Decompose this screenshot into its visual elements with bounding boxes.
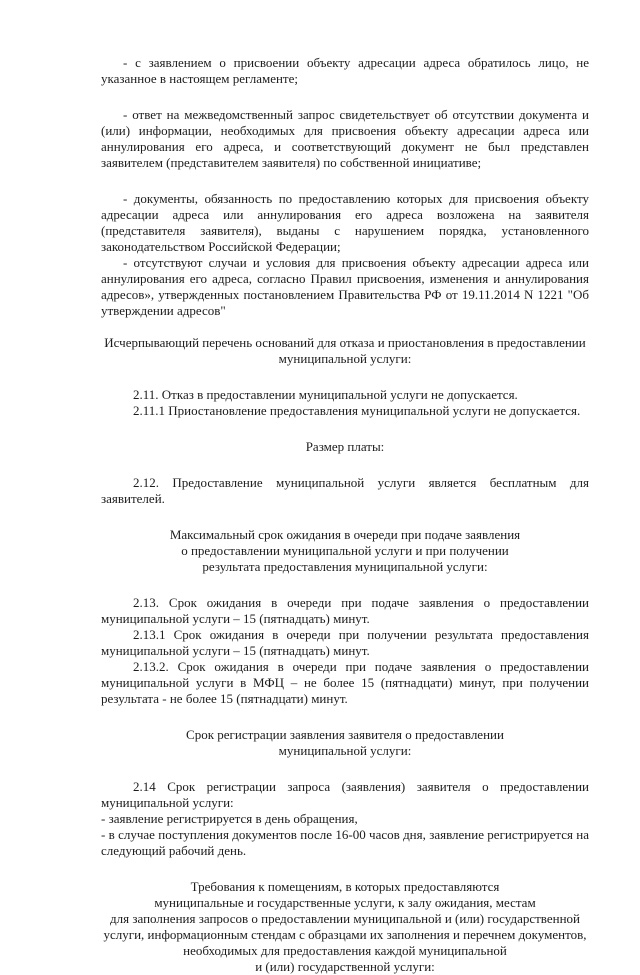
heading-line: для заполнения запросов о предоставлении муниципальной и (или) государственной [110,911,580,926]
clause-2-13-2: 2.13.2. Срок ожидания в очереди при подаче заявления о предоставлении муниципальной услуги в МФЦ – не более 15 (пятнадцати) минут, при получении результата - не более 15 (пятнадцати) минут. [101,659,589,706]
paragraph-interagency-response: - ответ на межведомственный запрос свидетельствует об отсутствии документа и (или) информации, необходимых для присвоения объекту адресации адреса или аннулирования его адреса, и соответствующий документ не был представлен заявителем (представителем заявителя) по собственной инициативе; [101,107,589,170]
clause-2-14-item-next-day: - в случае поступления документов после 16-00 часов дня, заявление регистрируется на следующий рабочий день. [101,827,589,858]
clause-2-14-item-same-day: - заявление регистрируется в день обращения, [101,811,358,826]
heading-fee: Размер платы: [305,439,385,454]
clause-2-14: 2.14 Срок регистрации запроса (заявления) заявителя о предоставлении муниципальной услуги: [101,779,589,810]
heading-line: о предоставлении муниципальной услуги и при получении [181,543,509,558]
heading-line: необходимых для предоставления каждой муниципальной [183,943,507,958]
heading-line: муниципальные и государственные услуги, к залу ожидания, местам [154,895,536,910]
paragraph-documents-violation: - документы, обязанность по предоставлению которых для присвоения объекту адресации адреса или аннулирования его адреса возложена на заявителя (представителя заявителя), выданы с нарушением порядка, установленного законодательством Российской Федерации; [101,191,589,254]
clause-2-11: 2.11. Отказ в предоставлении муниципальной услуги не допускается. [133,387,518,402]
heading-line: Максимальный срок ожидания в очереди при подаче заявления [169,527,521,542]
clause-2-13: 2.13. Срок ожидания в очереди при подаче заявления о предоставлении муниципальной услуги – 15 (пятнадцать) минут. [101,595,589,626]
heading-line: услуги, информационным стендам с образцами их заполнения и перечнем документов, [103,927,587,942]
heading-registration-time [101,727,589,759]
heading-refusal-grounds [101,335,589,367]
clause-2-13-1: 2.13.1 Срок ожидания в очереди при получении результата предоставления муниципальной услуги – 15 (пятнадцать) минут. [101,627,589,658]
heading-waiting-time [101,527,589,575]
heading-line: и (или) государственной услуги: [255,959,435,974]
heading-line: Требования к помещениям, в которых предоставляются [190,879,500,894]
paragraph-no-conditions: - отсутствуют случаи и условия для присвоения объекту адресации адреса или аннулирования его адреса, согласно Правил присвоения, изменения и аннулирования адресов», утвержденных постановлением Правительства РФ от 19.11.2014 N 1221 "Об утверждении адресов" [101,255,589,318]
clause-2-11-1: 2.11.1 Приостановление предоставления муниципальной услуги не допускается. [133,403,581,418]
heading-line: Исчерпывающий перечень оснований для отказа и приостановления в предоставлении [104,335,586,350]
document-page [101,55,589,975]
heading-line: результата предоставления муниципальной услуги: [202,559,488,574]
clause-2-12: 2.12. Предоставление муниципальной услуги является бесплатным для заявителей. [101,475,589,506]
heading-line: Срок регистрации заявления заявителя о предоставлении [186,727,504,742]
paragraph-wrong-applicant: - с заявлением о присвоении объекту адресации адреса обратилось лицо, не указанное в настоящем регламенте; [101,55,589,86]
heading-line: муниципальной услуги: [278,743,412,758]
heading-premises-requirements [101,879,589,975]
heading-line: муниципальной услуги: [278,351,412,366]
